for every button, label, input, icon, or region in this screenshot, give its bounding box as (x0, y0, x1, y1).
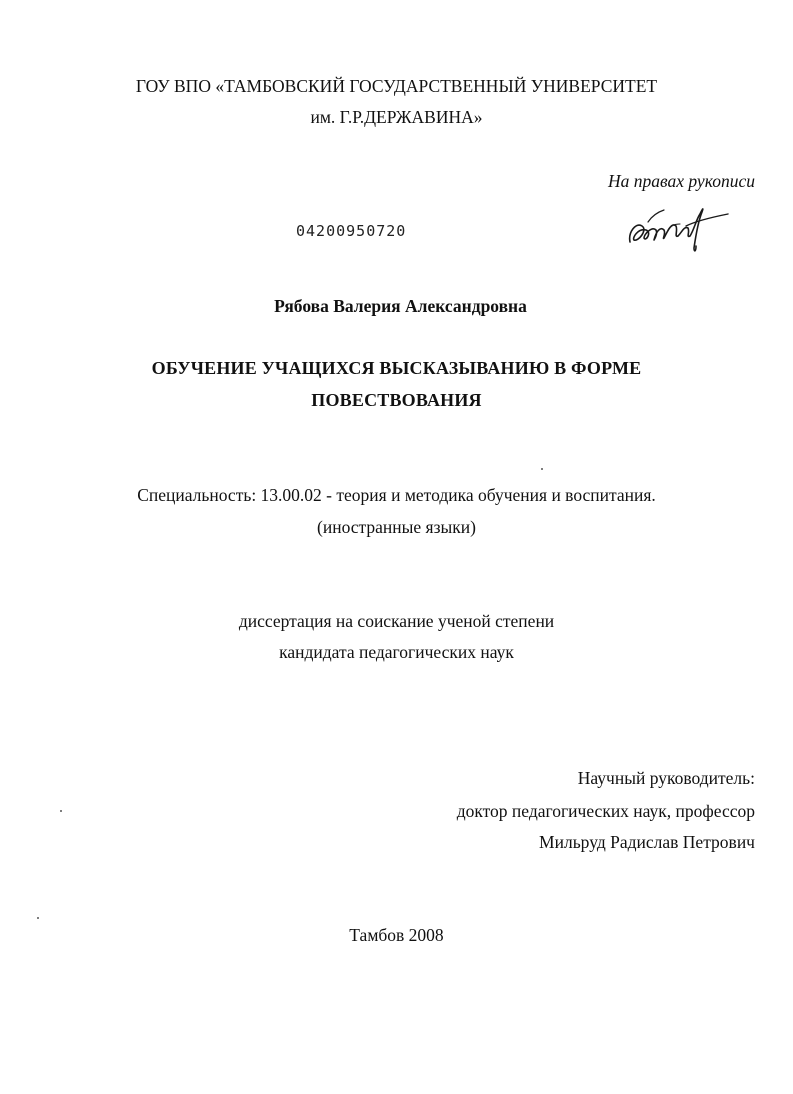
specialty-line-2: (иностранные языки) (317, 517, 476, 537)
institution-line-1: ГОУ ВПО «ТАМБОВСКИЙ ГОСУДАРСТВЕННЫЙ УНИВЕРСИТЕТ (135, 76, 658, 96)
dissertation-degree-line-2: кандидата педагогических наук (279, 642, 514, 662)
specialty-line-1: Специальность: 13.00.02 - теория и методика обучения и воспитания. (137, 485, 656, 505)
handwritten-signature (624, 196, 734, 258)
scan-speck (60, 810, 62, 812)
catalog-number: 04200950720 (296, 222, 407, 240)
dissertation-title-line-2: ПОВЕСТВОВАНИЯ (311, 390, 482, 410)
dissertation-degree-line-1: диссертация на соискание ученой степени (238, 611, 555, 631)
place-year: Тамбов 2008 (349, 925, 444, 945)
supervisor-name: Мильруд Радислав Петрович (539, 832, 755, 852)
scan-speck (541, 468, 543, 470)
scan-speck (37, 917, 39, 919)
author-name: Рябова Валерия Александровна (274, 296, 527, 316)
supervisor-degree: доктор педагогических наук, профессор (456, 801, 755, 821)
dissertation-title-line-1: ОБУЧЕНИЕ УЧАЩИХСЯ ВЫСКАЗЫВАНИЮ В ФОРМЕ (151, 358, 642, 378)
supervisor-label: Научный руководитель: (577, 768, 755, 788)
manuscript-note: На правах рукописи (608, 171, 755, 191)
institution-line-2: им. Г.Р.ДЕРЖАВИНА» (310, 107, 483, 127)
